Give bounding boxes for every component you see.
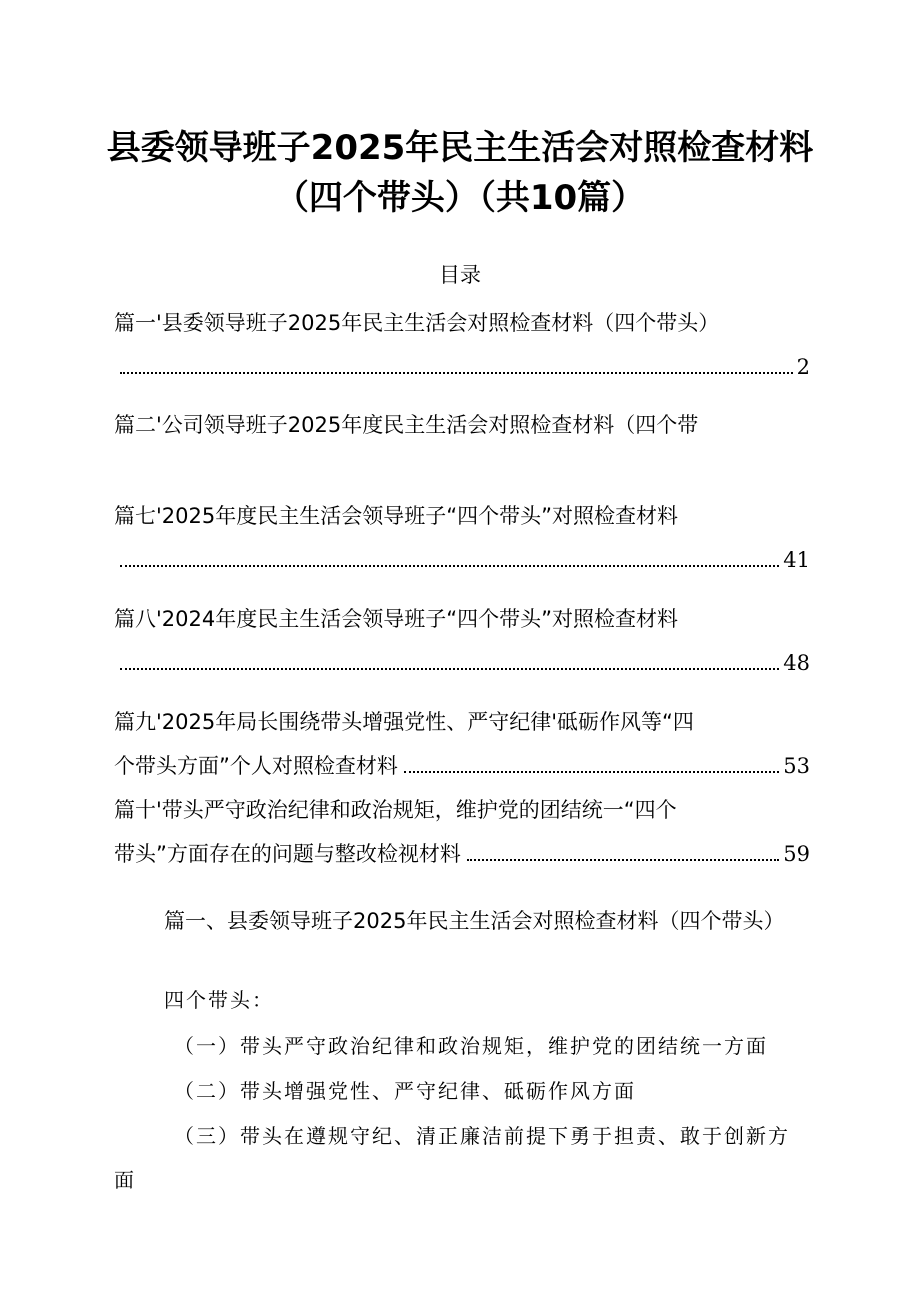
toc-entry-7-page: 41 [783, 548, 810, 572]
toc-entry-8-title[interactable]: 篇八'2024年度民主生活会领导班子“四个带头”对照检查材料 [114, 607, 678, 631]
dot-leader [120, 668, 779, 670]
toc-entry-10-title[interactable]: 篇十'带头严守政治纪律和政治规矩，维护党的团结统一“四个 [114, 798, 677, 822]
toc-entry-1-page: 2 [796, 355, 810, 379]
section-item-1: （一）带头严守政治纪律和政治规矩，维护党的团结统一方面 [174, 1034, 768, 1058]
toc-entry-10-leader[interactable] [114, 844, 810, 865]
toc-entry-9-leader[interactable] [114, 756, 810, 777]
document-title-line-2: （四个带头）（共10篇） [274, 178, 646, 218]
document-title-line-1: 县委领导班子2025年民主生活会对照检查材料 [106, 128, 814, 168]
section-intro: 四个带头： [164, 988, 274, 1012]
toc-entry-8-leader[interactable] [114, 653, 810, 674]
toc-entry-9-title[interactable]: 篇九'2025年局长围绕带头增强党性、严守纪律'砥砺作风等“四 [114, 710, 694, 734]
toc-entry-1-leader[interactable] [114, 357, 810, 378]
toc-entry-2-title[interactable]: 篇二'公司领导班子2025年度民主生活会对照检查材料（四个带 [114, 413, 699, 437]
toc-entry-9-page: 53 [783, 754, 810, 778]
toc-entry-1-title[interactable]: 篇一'县委领导班子2025年民主生活会对照检查材料（四个带头） [114, 311, 720, 335]
dot-leader [467, 859, 779, 861]
section-heading: 篇一、县委领导班子2025年民主生活会对照检查材料（四个带头） [164, 909, 785, 933]
toc-entry-7-title[interactable]: 篇七'2025年度民主生活会领导班子“四个带头”对照检查材料 [114, 504, 678, 528]
dot-leader [120, 565, 779, 567]
toc-entry-9-line2: 个带头方面”个人对照检查材料 [114, 754, 398, 778]
section-item-3: （三）带头在遵规守纪、清正廉洁前提下勇于担责、敢于创新方 [174, 1124, 790, 1148]
section-item-2: （二）带头增强党性、严守纪律、砥砺作风方面 [174, 1079, 636, 1103]
toc-entry-7-leader[interactable] [114, 550, 810, 571]
section-item-3-continuation: 面 [114, 1168, 136, 1192]
toc-heading: 目录 [439, 263, 481, 287]
toc-entry-10-page: 59 [783, 842, 810, 866]
toc-entry-10-line2: 带头”方面存在的问题与整改检视材料 [114, 842, 461, 866]
dot-leader [120, 372, 793, 374]
toc-entry-8-page: 48 [783, 651, 810, 675]
dot-leader [404, 771, 779, 773]
